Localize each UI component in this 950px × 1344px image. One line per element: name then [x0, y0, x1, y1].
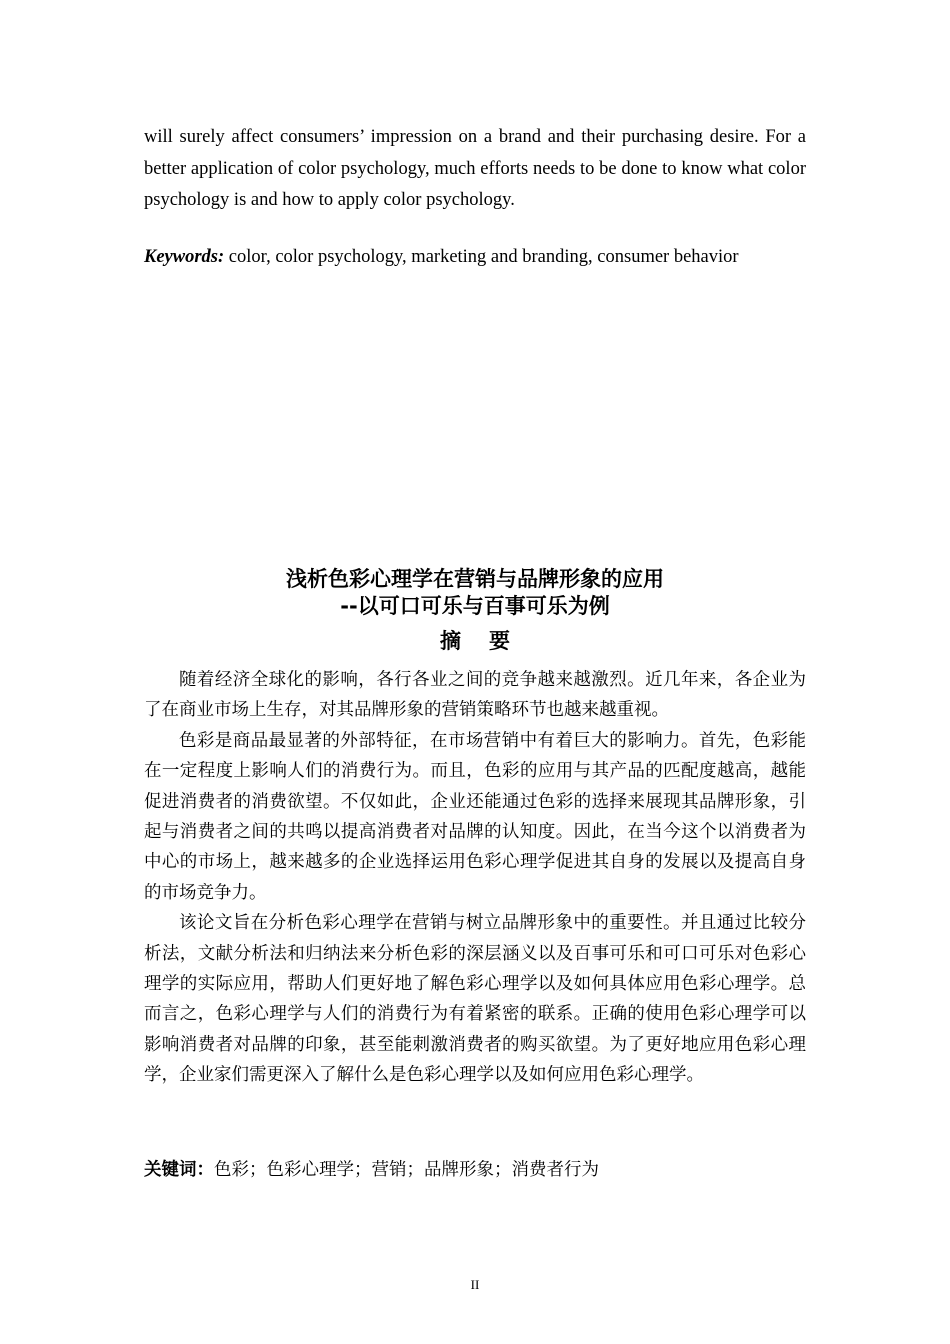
- chinese-abstract-paragraph: 该论文旨在分析色彩心理学在营销与树立品牌形象中的重要性。并且通过比较分析法，文献分析法和归纳法来分析色彩的深层涵义以及百事可乐和可口可乐对色彩心理学的实际应用，帮助人们更好地了解色彩心理学以及如何具体应用色彩心理学。总而言之，色彩心理学与人们的消费行为有着紧密的联系。正确的使用色彩心理学可以影响消费者对品牌的印象，甚至能刺激消费者的购买欲望。为了更好地应用色彩心理学，企业家们需更深入了解什么是色彩心理学以及如何应用色彩心理学。: [144, 913, 806, 1086]
- chinese-abstract-body: [144, 665, 806, 1091]
- chinese-keywords-label: 关键词：: [144, 1160, 214, 1180]
- chinese-subtitle: --以可口可乐与百事可乐为例: [340, 594, 610, 618]
- chinese-abstract-heading: 摘要: [440, 629, 538, 653]
- english-keywords-label: Keywords:: [144, 247, 225, 267]
- chinese-keywords-line: [144, 1155, 806, 1185]
- page-number: II: [470, 1277, 480, 1292]
- chinese-abstract-paragraph: 色彩是商品最显著的外部特征，在市场营销中有着巨大的影响力。首先，色彩能在一定程度上影响人们的消费行为。而且，色彩的应用与其产品的匹配度越高，越能促进消费者的消费欲望。不仅如此，企业还能通过色彩的选择来展现其品牌形象，引起与消费者之间的共鸣以提高消费者对品牌的认知度。因此，在当今这个以消费者为中心的市场上，越来越多的企业选择运用色彩心理学促进其自身的发展以及提高自身的市场竞争力。: [144, 730, 806, 903]
- english-abstract-text: will surely affect consumers’ impression on a brand and their purchasing desire. For a better application of color psychology, much efforts needs to be done to know what color psychology is and how to apply color psychology.: [144, 127, 806, 210]
- chinese-title: 浅析色彩心理学在营销与品牌形象的应用: [286, 567, 664, 591]
- english-keywords-list: color, color psychology, marketing and branding, consumer behavior: [224, 247, 739, 267]
- chinese-title-block: [144, 566, 806, 620]
- chinese-abstract-paragraph: 随着经济全球化的影响，各行各业之间的竞争越来越激烈。近几年来，各企业为了在商业市场上生存，对其品牌形象的营销策略环节也越来越重视。: [144, 670, 806, 721]
- chinese-keywords-list: 色彩；色彩心理学；营销；品牌形象；消费者行为: [214, 1160, 599, 1180]
- english-keywords-line: [144, 243, 806, 271]
